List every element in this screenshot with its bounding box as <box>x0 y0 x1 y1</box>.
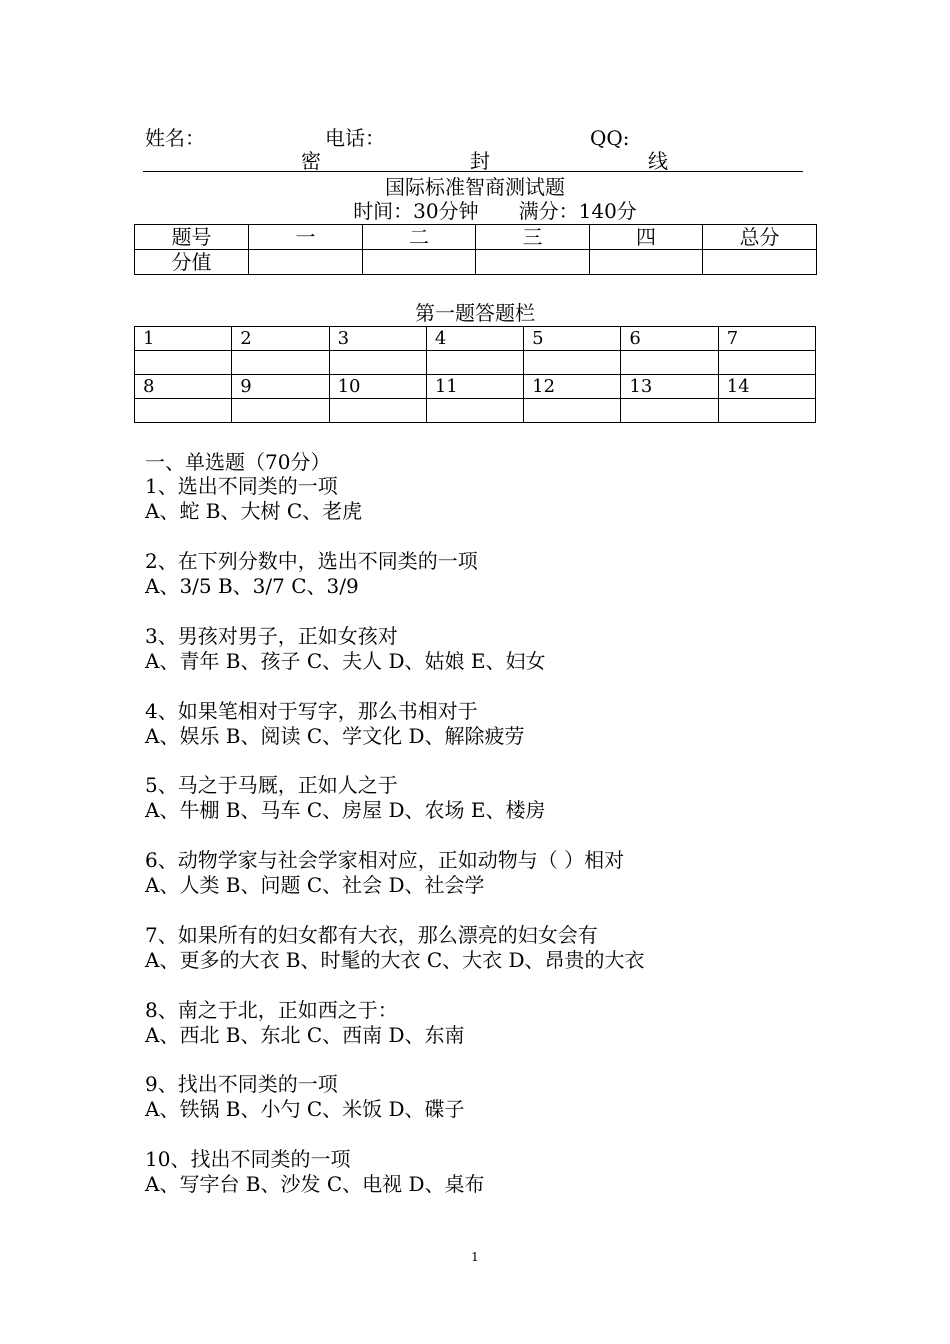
question-options: A、更多的大衣 B、时髦的大衣 C、大衣 D、昂贵的大衣 <box>145 948 645 972</box>
question-text: 7、如果所有的妇女都有大衣，那么漂亮的妇女会有 <box>145 923 598 947</box>
question-item <box>145 699 525 749</box>
question-text: 2、在下列分数中，选出不同类的一项 <box>145 549 478 573</box>
question-options: A、西北 B、东北 C、西南 D、东南 <box>145 1023 465 1047</box>
question-options: A、蛇 B、大树 C、老虎 <box>145 499 363 523</box>
answer-input-row <box>135 351 816 375</box>
section-title: 一、单选题（70分） <box>145 450 331 474</box>
score-table-header-row <box>135 225 817 250</box>
question-options: A、写字台 B、沙发 C、电视 D、桌布 <box>145 1172 485 1196</box>
question-options: A、牛棚 B、马车 C、房屋 D、农场 E、楼房 <box>145 798 546 822</box>
table-cell: 分值 <box>135 250 249 275</box>
phone-label: 电话： <box>325 126 385 150</box>
question-text: 1、选出不同类的一项 <box>145 474 338 498</box>
exam-info: 时间：30分钟 满分：140分 <box>353 199 637 223</box>
table-cell: 6 <box>621 327 718 351</box>
table-cell: 7 <box>718 327 815 351</box>
question-text: 8、南之于北，正如西之于： <box>145 998 398 1022</box>
score-table-value-row <box>135 250 817 275</box>
question-item <box>145 773 546 823</box>
question-item <box>145 549 478 599</box>
table-cell: 4 <box>426 327 523 351</box>
seal-char-xian: 线 <box>648 149 668 173</box>
answer-input-cell[interactable] <box>426 351 523 375</box>
table-cell: 2 <box>232 327 329 351</box>
score-input-cell[interactable] <box>363 250 476 275</box>
answer-input-cell[interactable] <box>232 399 329 423</box>
qq-label: QQ: <box>590 126 630 150</box>
page-number: 1 <box>471 1250 479 1264</box>
answer-input-cell[interactable] <box>329 399 426 423</box>
score-input-cell[interactable] <box>703 250 817 275</box>
answer-input-cell[interactable] <box>621 351 718 375</box>
question-options: A、青年 B、孩子 C、夫人 D、姑娘 E、妇女 <box>145 649 546 673</box>
answer-input-cell[interactable] <box>621 399 718 423</box>
table-cell: 9 <box>232 375 329 399</box>
table-cell: 总分 <box>703 225 817 250</box>
question-item <box>145 1072 465 1122</box>
question-item <box>145 998 465 1048</box>
name-label: 姓名： <box>145 126 205 150</box>
answer-input-cell[interactable] <box>718 351 815 375</box>
seal-char-mi: 密 <box>301 149 321 173</box>
question-text: 3、男孩对男子，正如女孩对 <box>145 624 398 648</box>
question-options: A、铁锅 B、小勺 C、米饭 D、碟子 <box>145 1097 465 1121</box>
table-cell: 三 <box>476 225 590 250</box>
question-text: 9、找出不同类的一项 <box>145 1072 338 1096</box>
table-cell: 11 <box>426 375 523 399</box>
table-cell: 二 <box>363 225 476 250</box>
question-item <box>145 848 624 898</box>
score-input-cell[interactable] <box>476 250 590 275</box>
answer-input-cell[interactable] <box>426 399 523 423</box>
table-cell: 8 <box>135 375 232 399</box>
question-text: 6、动物学家与社会学家相对应，正如动物与（ ）相对 <box>145 848 625 872</box>
answer-table <box>134 326 816 423</box>
answer-number-row <box>135 375 816 399</box>
question-item <box>145 474 362 524</box>
score-input-cell[interactable] <box>249 250 363 275</box>
answer-input-row <box>135 399 816 423</box>
seal-line <box>143 171 803 172</box>
question-text: 4、如果笔相对于写字，那么书相对于 <box>145 699 478 723</box>
question-options: A、3/5 B、3/7 C、3/9 <box>145 574 359 598</box>
table-cell: 1 <box>135 327 232 351</box>
score-table <box>134 224 817 275</box>
table-cell: 13 <box>621 375 718 399</box>
score-input-cell[interactable] <box>590 250 703 275</box>
question-text: 5、马之于马厩，正如人之于 <box>145 773 398 797</box>
table-cell: 3 <box>329 327 426 351</box>
table-cell: 10 <box>329 375 426 399</box>
table-cell: 12 <box>524 375 621 399</box>
answer-input-cell[interactable] <box>232 351 329 375</box>
answer-input-cell[interactable] <box>135 399 232 423</box>
table-cell: 14 <box>718 375 815 399</box>
answer-input-cell[interactable] <box>718 399 815 423</box>
answer-number-row <box>135 327 816 351</box>
seal-char-feng: 封 <box>470 149 490 173</box>
question-options: A、娱乐 B、阅读 C、学文化 D、解除疲劳 <box>145 724 525 748</box>
table-cell: 一 <box>249 225 363 250</box>
answer-input-cell[interactable] <box>135 351 232 375</box>
table-cell: 四 <box>590 225 703 250</box>
question-item <box>145 923 645 973</box>
answer-input-cell[interactable] <box>524 351 621 375</box>
answer-input-cell[interactable] <box>524 399 621 423</box>
question-item <box>145 1147 485 1197</box>
question-text: 10、找出不同类的一项 <box>145 1147 351 1171</box>
table-cell: 5 <box>524 327 621 351</box>
answer-table-title: 第一题答题栏 <box>415 301 535 325</box>
question-options: A、人类 B、问题 C、社会 D、社会学 <box>145 873 485 897</box>
question-item <box>145 624 546 674</box>
table-cell: 题号 <box>135 225 249 250</box>
page-title: 国际标准智商测试题 <box>385 175 565 199</box>
answer-input-cell[interactable] <box>329 351 426 375</box>
